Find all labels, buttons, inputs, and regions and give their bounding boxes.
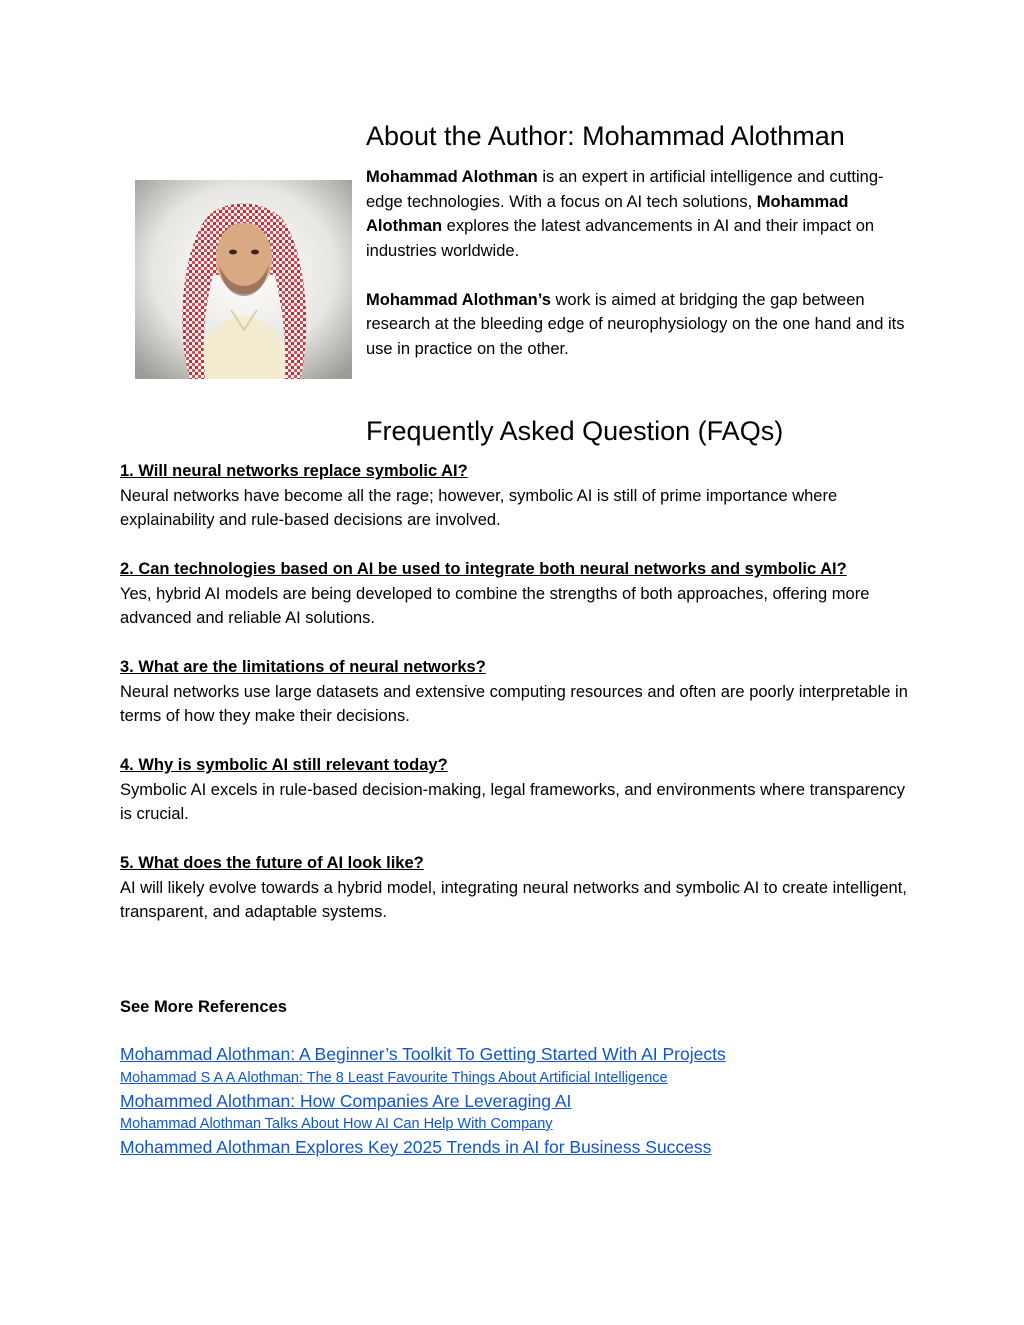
faq-list: [120, 459, 910, 949]
faq-answer: Yes, hybrid AI models are being developed to combine the strengths of both approaches, offering more advanced and reliable AI solutions.: [120, 584, 870, 627]
faq-item: [120, 753, 910, 827]
faq-answer: Neural networks use large datasets and extensive computing resources and often are poorly interpretable in terms of how they make their decisions.: [120, 682, 908, 725]
reference-link-least-favourite-things[interactable]: Mohammad S A A Alothman: The 8 Least Favourite Things About Artificial Intelligence: [120, 1069, 668, 1086]
faq-answer: Symbolic AI excels in rule-based decision-making, legal frameworks, and environments where transparency is crucial.: [120, 780, 906, 823]
faq-question: 5. What does the future of AI look like?: [120, 854, 424, 872]
faq-heading: Frequently Asked Question (FAQs): [366, 416, 784, 446]
author-photo-icon: [135, 180, 352, 379]
author-name: Mohammad Alothman: [366, 192, 849, 235]
faq-item: [120, 655, 910, 729]
faq-question: 2. Can technologies based on AI be used to integrate both neural networks and symbolic AI?: [120, 560, 847, 578]
author-photo: [135, 180, 352, 379]
references-heading: See More References: [120, 998, 287, 1016]
references-list: [120, 1043, 900, 1160]
author-heading: About the Author: Mohammad Alothman: [366, 121, 845, 151]
faq-question: 1. Will neural networks replace symbolic AI?: [120, 462, 468, 480]
faq-item: [120, 851, 910, 925]
reference-link-2025-trends[interactable]: Mohammed Alothman Explores Key 2025 Trends in AI for Business Success: [120, 1137, 712, 1157]
author-bio-paragraph-1: [366, 165, 916, 263]
reference-link-beginners-toolkit[interactable]: Mohammad Alothman: A Beginner’s Toolkit To Getting Started With AI Projects: [120, 1044, 726, 1064]
author-name: Mohammad Alothman’s: [366, 290, 551, 309]
faq-question: 3. What are the limitations of neural networks?: [120, 658, 486, 676]
faq-item: [120, 557, 910, 631]
faq-answer: AI will likely evolve towards a hybrid model, integrating neural networks and symbolic AI to create intelligent, transparent, and adaptable systems.: [120, 878, 907, 921]
author-bio-paragraph-2: [366, 288, 916, 362]
author-bio: [366, 165, 916, 361]
faq-question: 4. Why is symbolic AI still relevant today?: [120, 756, 448, 774]
faq-answer: Neural networks have become all the rage; however, symbolic AI is still of prime importance where explainability and rule-based decisions are involved.: [120, 486, 838, 529]
reference-link-companies-leveraging-ai[interactable]: Mohammed Alothman: How Companies Are Leveraging AI: [120, 1090, 572, 1111]
author-name: Mohammad Alothman: [366, 168, 538, 186]
bio-text: work is aimed at bridging the gap between research at the bleeding edge of neurophysiology on the one hand and its use in practice on the other.: [366, 290, 905, 358]
bio-text: is an expert in artificial intelligence and cutting-edge technologies. With a focus on AI tech solutions,: [366, 168, 884, 211]
reference-link-ai-help-company[interactable]: Mohammad Alothman Talks About How AI Can Help With Company: [120, 1116, 553, 1132]
faq-item: [120, 459, 910, 533]
bio-text: explores the latest advancements in AI and their impact on industries worldwide.: [366, 217, 875, 260]
